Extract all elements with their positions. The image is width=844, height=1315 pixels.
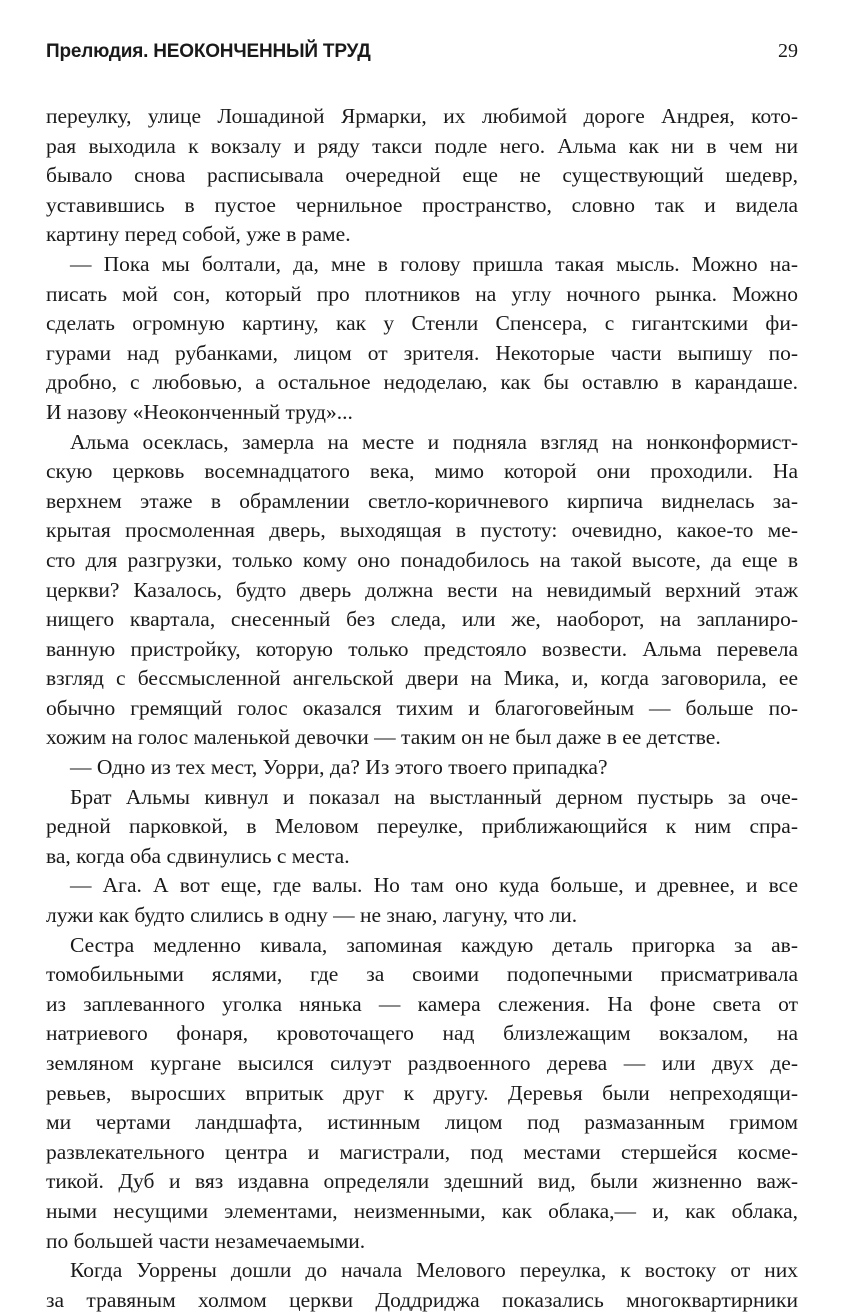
text-line: переулку, улице Лошадиной Ярмарки, их любимой дороге Андрея, кото- [46,104,798,128]
book-page [46,40,798,1312]
text-line: по большей части незамечаемыми. [46,1228,366,1253]
text-line: ными несущими элементами, неизменными, как облака,— и, как облака, [46,1198,798,1223]
text-line: скую церковь восемнадцатого века, мимо которой они проходили. На [46,459,798,484]
text-line: развлекательного центра и магистрали, под местами стершейся косме- [46,1139,798,1164]
text-line: церкви? Казалось, будто дверь должна вести на невидимый верхний этаж [46,577,798,602]
text-line: тикой. Дуб и вяз издавна определяли здешний вид, были жизненно важ- [46,1169,798,1194]
body-text [46,102,798,1315]
text-line: сто для разгрузки, только кому оно понадобилось на такой высоте, да еще в [46,547,798,572]
text-line: томобильными яслями, где за своими подопечными присматривала [46,962,798,987]
text-line: — Одно из тех мест, Уорри, да? Из этого твоего припадка? [70,755,608,780]
text-line: гурами над рубанками, лицом от зрителя. Некоторые части выпишу по- [46,340,798,365]
text-line: за травяным холмом церкви Доддриджа показались многоквартирники [46,1287,798,1312]
text-line: обычно гремящий голос оказался тихим и благоговейным — больше по- [46,695,798,720]
text-line: уставившись в пустое чернильное пространство, словно так и видела [46,192,798,217]
text-line: верхнем этаже в обрамлении светло-коричневого кирпича виднелась за- [46,488,798,513]
text-line: — Пока мы болтали, да, мне в голову пришла такая мысль. Можно на- [70,251,798,276]
text-line: Когда Уоррены дошли до начала Мелового переулка, к востоку от них [70,1258,798,1283]
text-line: натриевого фонаря, кровоточащего над близлежащим вокзалом, на [46,1021,798,1046]
running-head [46,40,798,74]
text-line: лужи как будто слились в одну — не знаю, лагуну, что ли. [46,903,578,928]
text-line: нищего квартала, снесенный без следа, или же, наоборот, на запланиро- [46,607,798,632]
text-line: писать мой сон, который про плотников на углу ночного рынка. Можно [46,281,798,306]
text-line: Сестра медленно кивала, запоминая каждую деталь пригорка за ав- [70,932,798,957]
running-title: Прелюдия. НЕОКОНЧЕННЫЙ ТРУД [46,41,371,62]
text-line: редной парковкой, в Меловом переулке, приближающийся к ним спра- [46,814,798,839]
text-line: бывало снова расписывала очередной еще не существующий шедевр, [46,163,798,188]
text-line: Альма осеклась, замерла на месте и подняла взгляд на нонконформист- [70,429,798,454]
text-line: рая выходила к вокзалу и ряду такси подле него. Альма как ни в чем ни [46,133,798,158]
text-line: земляном кургане высился силуэт раздвоенного дерева — или двух де- [46,1051,798,1075]
text-line: Брат Альмы кивнул и показал на выстланный дерном пустырь за оче- [70,784,798,809]
text-line: И назову «Неоконченный труд»... [46,399,353,424]
text-line: ми чертами ландшафта, истинным лицом под размазанным гримом [46,1110,798,1135]
text-line: из заплеванного уголка нянька — камера слежения. На фоне света от [46,991,798,1016]
text-line: ревьев, выросших впритык друг к другу. Деревья были непреходящи- [46,1080,798,1105]
text-line: дробно, с любовью, а остальное недоделаю, как бы оставлю в карандаше. [46,370,798,395]
text-line: сделать огромную картину, как у Стенли Спенсера, с гигантскими фи- [46,311,798,336]
page-number: 29 [778,40,798,62]
text-line: ва, когда оба сдвинулись с места. [46,843,350,868]
text-line: крытая просмоленная дверь, выходящая в пустоту: очевидно, какое-то ме- [46,518,798,543]
text-line: взгляд с бессмысленной ангельской двери на Мика, и, когда заговорила, ее [46,666,798,691]
text-line: — Ага. А вот еще, где валы. Но там оно куда больше, и древнее, и все [70,873,798,898]
text-line: хожим на голос маленькой девочки — таким он не был даже в ее детстве. [46,725,721,750]
text-line: ванную пристройку, которую только предстояло возвести. Альма перевела [46,636,798,661]
text-line: картину перед собой, уже в раме. [46,222,351,247]
